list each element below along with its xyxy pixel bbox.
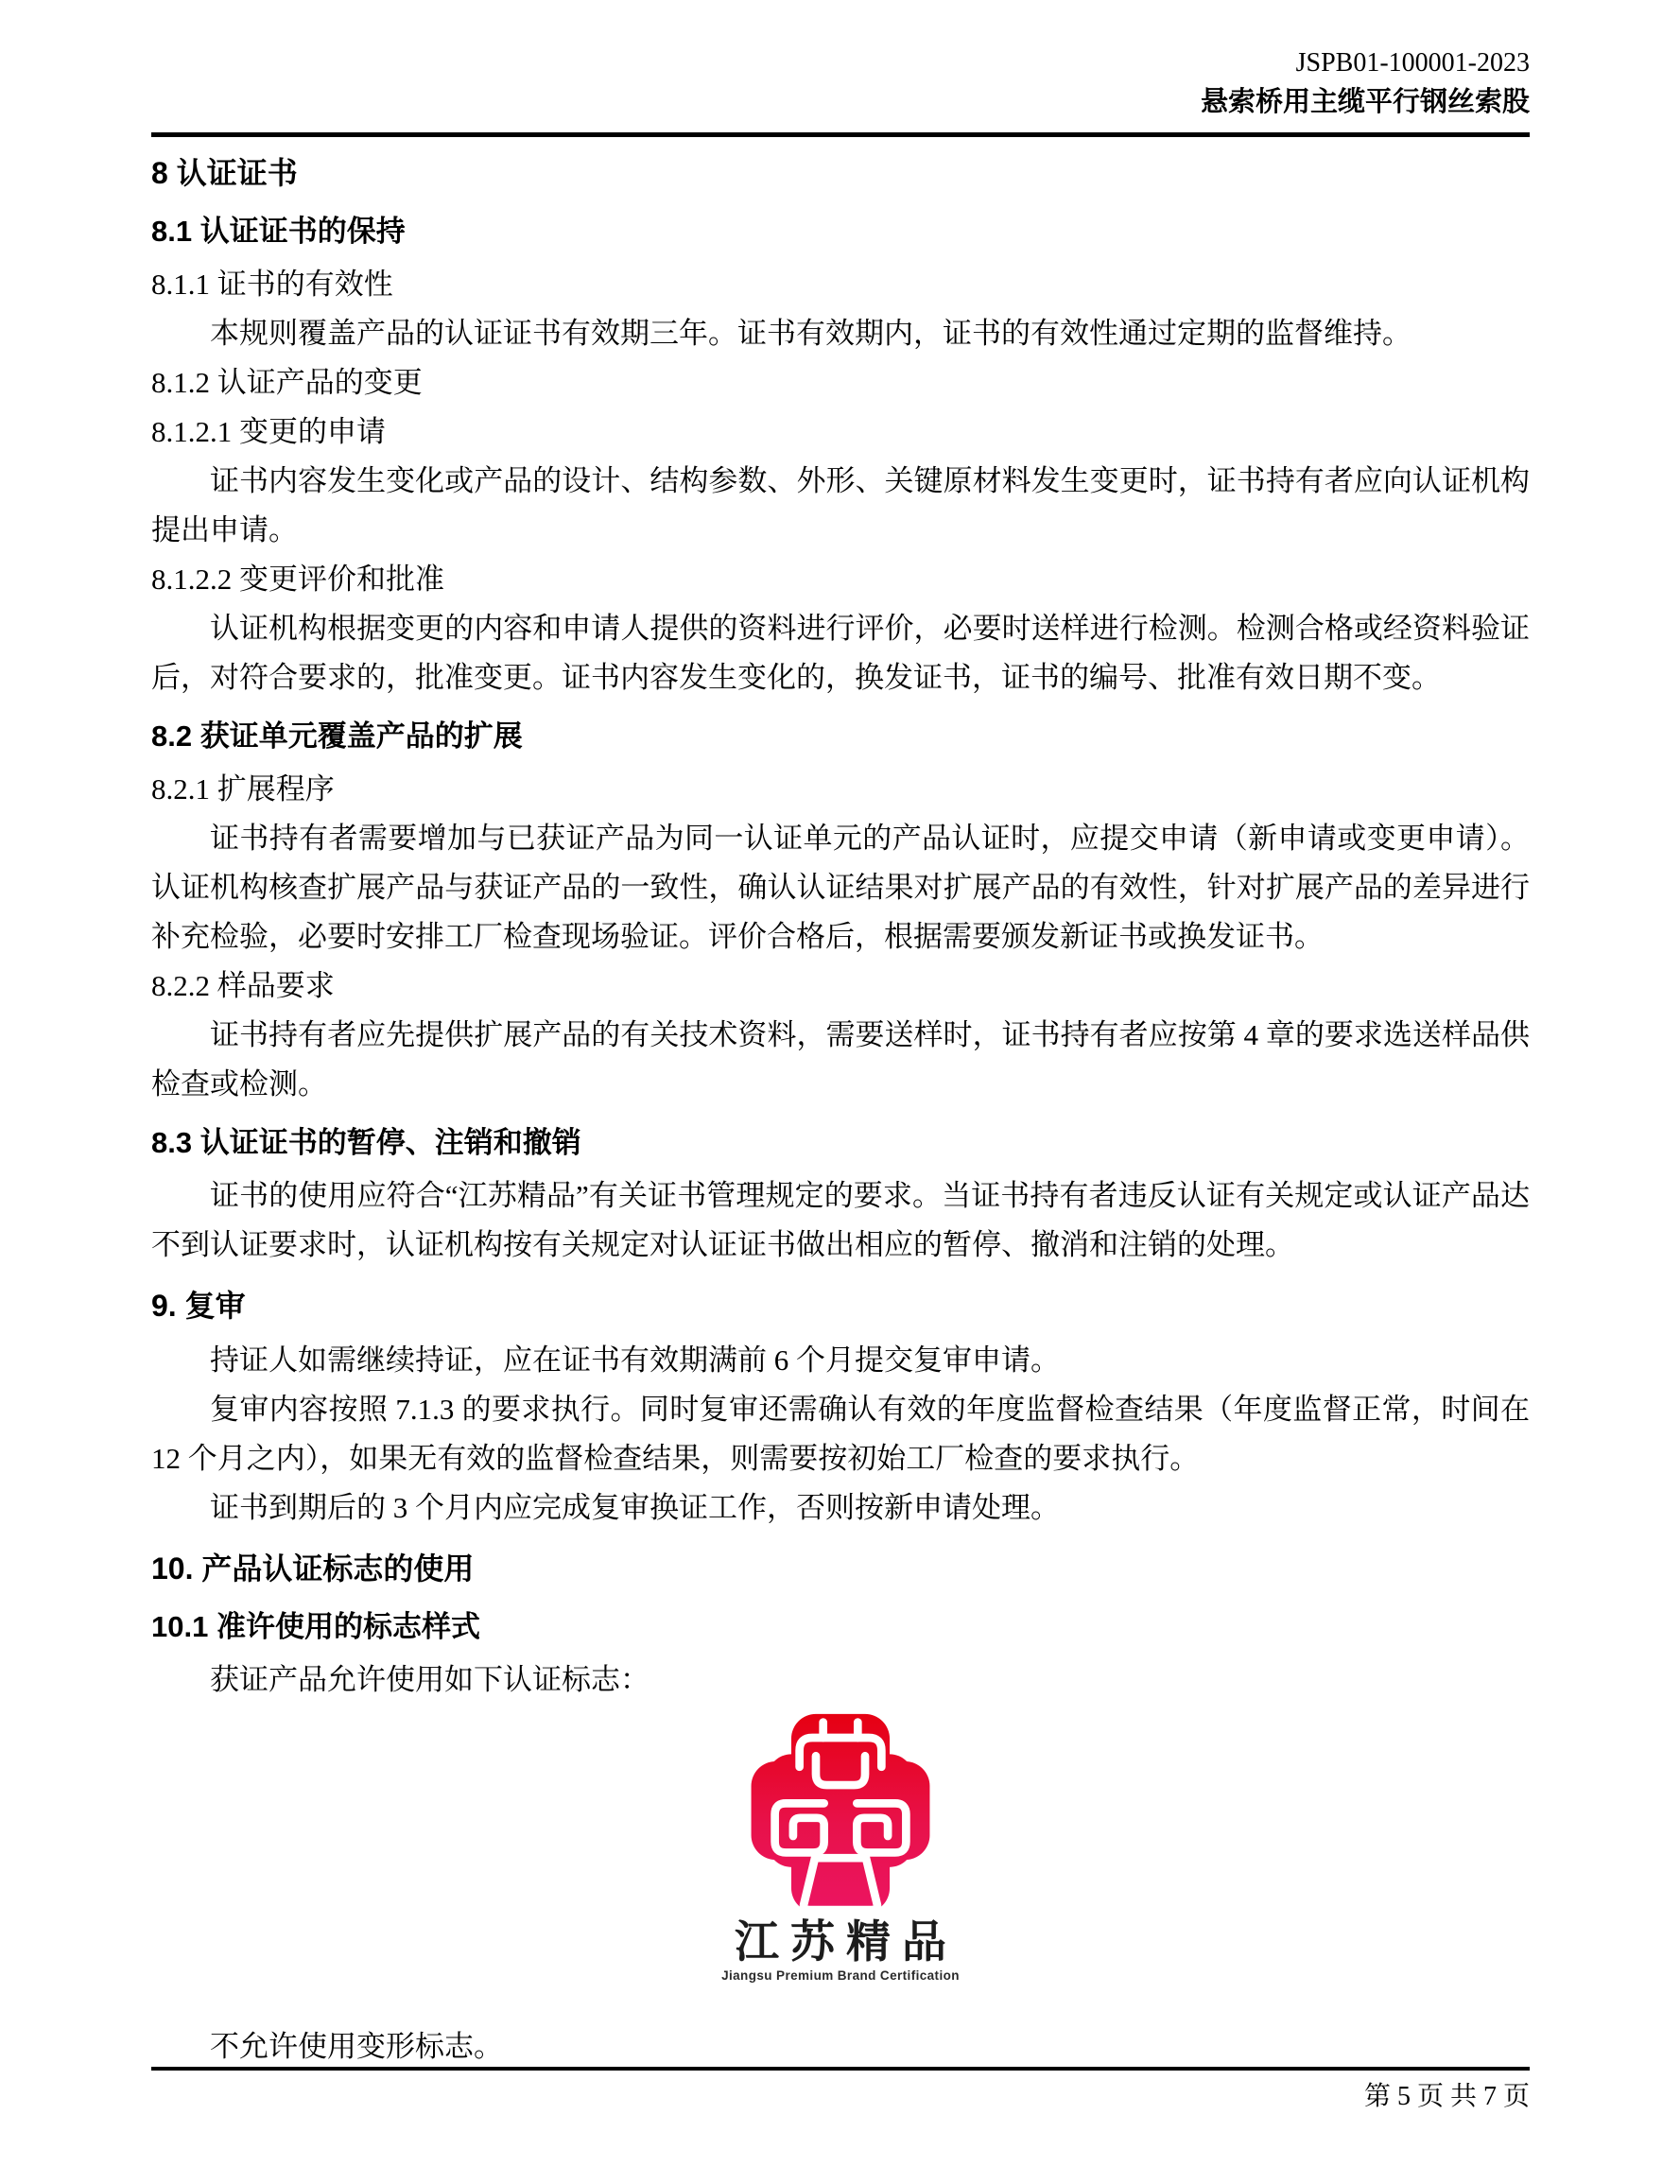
heading-8-1: 8.1 认证证书的保持 bbox=[151, 215, 406, 248]
doc-title: 悬索桥用主缆平行钢丝索股 bbox=[1200, 87, 1530, 117]
page-number: 第 5 页 共 7 页 bbox=[1363, 2082, 1530, 2111]
footer-divider bbox=[151, 2067, 1530, 2071]
heading-10-1: 10.1 准许使用的标志样式 bbox=[151, 1610, 480, 1643]
page-header bbox=[151, 45, 1530, 137]
heading-8-2-2: 8.2.2 样品要求 bbox=[151, 969, 335, 1002]
logo-chinese-name: 江苏精品 bbox=[735, 1916, 958, 1967]
paragraph-suspension-revocation: 证书的使用应符合“江苏精品”有关证书管理规定的要求。当证书持有者违反认证有关规定或认证产品达不到认证要求时，认证机构按有关规定对认证证书做出相应的暂停、撤消和注销的处理。 bbox=[151, 1179, 1530, 1261]
paragraph-extension-procedure: 证书持有者需要增加与已获证产品为同一认证单元的产品认证时，应提交申请（新申请或变更申请）。认证机构核查扩展产品与获证产品的一致性，确认认证结果对扩展产品的有效性，针对扩展产品的差异进行补充检验，必要时安排工厂检查现场验证。评价合格后，根据需要颁发新证书或换发证书。 bbox=[151, 822, 1530, 953]
paragraph-change-evaluation: 认证机构根据变更的内容和申请人提供的资料进行评价，必要时送样进行检测。检测合格或经资料验证后，对符合要求的，批准变更。证书内容发生变化的，换发证书，证书的编号、批准有效日期不变。 bbox=[151, 612, 1530, 694]
paragraph-sample-requirements: 证书持有者应先提供扩展产品的有关技术资料，需要送样时，证书持有者应按第 4 章的要求选送样品供检查或检测。 bbox=[151, 1018, 1530, 1101]
certification-mark bbox=[151, 1708, 1530, 1985]
paragraph-reexam-application: 持证人如需继续持证，应在证书有效期满前 6 个月提交复审申请。 bbox=[210, 1343, 1060, 1377]
paragraph-mark-intro: 获证产品允许使用如下认证标志： bbox=[210, 1663, 649, 1696]
heading-8-3: 8.3 认证证书的暂停、注销和撤销 bbox=[151, 1126, 581, 1159]
heading-8-2-1: 8.2.1 扩展程序 bbox=[151, 772, 335, 806]
paragraph-reexam-content: 复审内容按照 7.1.3 的要求执行。同时复审还需确认有效的年度监督检查结果（年度监督正常，时间在 12 个月之内），如果无有效的监督检查结果，则需要按初始工厂检查的要求执行。 bbox=[151, 1393, 1530, 1475]
document-body bbox=[151, 148, 1530, 2071]
paragraph-change-application: 证书内容发生变化或产品的设计、结构参数、外形、关键原材料发生变更时，证书持有者应向认证机构提出申请。 bbox=[151, 464, 1530, 546]
paragraph-no-deformed-mark: 不允许使用变形标志。 bbox=[210, 2030, 503, 2063]
page-footer bbox=[151, 2067, 1530, 2116]
header-divider bbox=[151, 132, 1530, 137]
paragraph-reexam-deadline: 证书到期后的 3 个月内应完成复审换证工作，否则按新申请处理。 bbox=[210, 1491, 1060, 1524]
heading-8-2: 8.2 获证单元覆盖产品的扩展 bbox=[151, 719, 523, 753]
heading-10: 10. 产品认证标志的使用 bbox=[151, 1551, 475, 1586]
heading-8-1-2: 8.1.2 认证产品的变更 bbox=[151, 366, 423, 399]
logo-english-name: Jiangsu Premium Brand Certification bbox=[721, 1968, 960, 1983]
heading-8-1-1: 8.1.1 证书的有效性 bbox=[151, 268, 393, 301]
heading-8-1-2-1: 8.1.2.1 变更的申请 bbox=[151, 415, 386, 448]
doc-number: JSPB01-100001-2023 bbox=[1295, 48, 1530, 78]
heading-9: 9. 复审 bbox=[151, 1289, 246, 1323]
heading-8-1-2-2: 8.1.2.2 变更评价和批准 bbox=[151, 563, 444, 596]
heading-8: 8 认证证书 bbox=[151, 156, 298, 190]
jiangsu-premium-brand-logo-icon bbox=[740, 1708, 941, 1916]
paragraph-certificate-validity: 本规则覆盖产品的认证证书有效期三年。证书有效期内，证书的有效性通过定期的监督维持。 bbox=[210, 317, 1412, 350]
